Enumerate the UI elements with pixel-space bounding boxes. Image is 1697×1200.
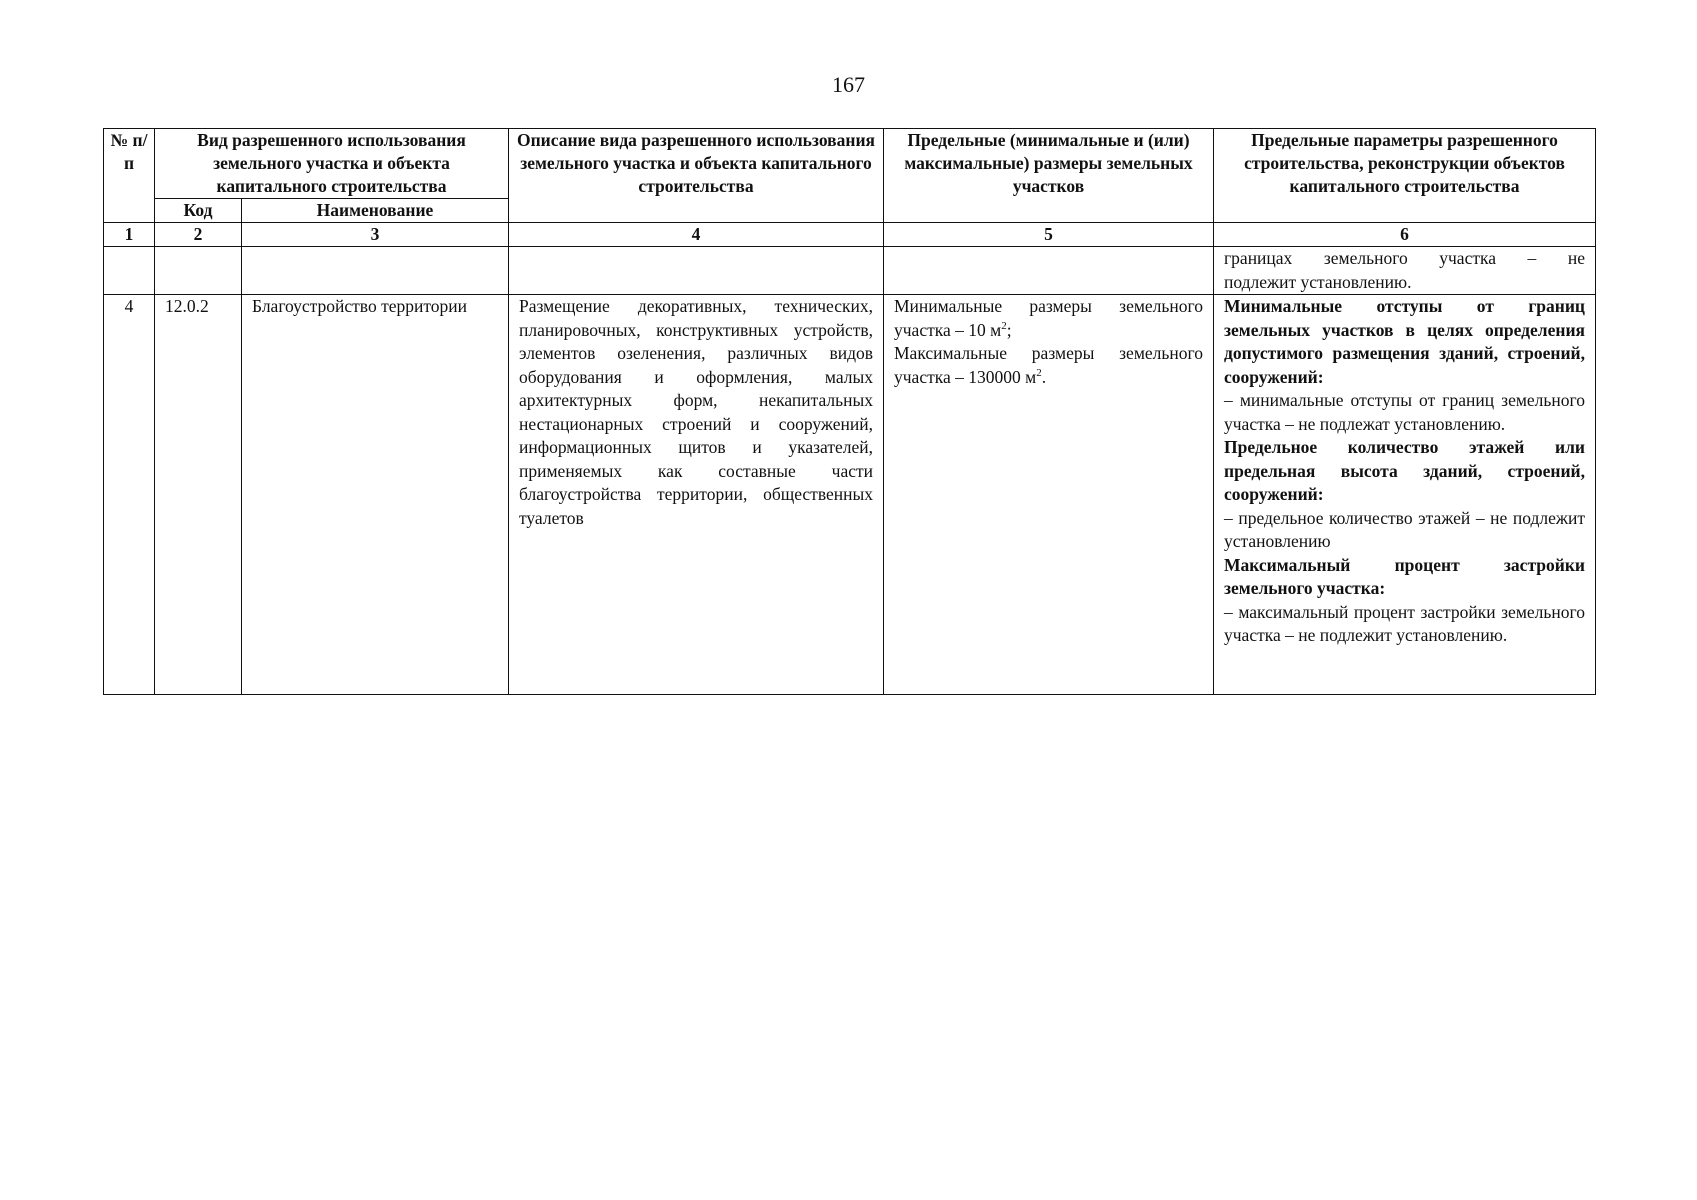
column-index: 5: [884, 223, 1214, 247]
cell-params-continuation: [1214, 247, 1596, 295]
page-number: 167: [832, 72, 865, 97]
column-index: 2: [155, 223, 242, 247]
continuation-row: [104, 247, 1596, 295]
column-index: 6: [1214, 223, 1596, 247]
max-size-text: Максимальные размеры земельного участка – 130000 м: [894, 343, 1203, 387]
cell-plot-sizes: [884, 295, 1214, 695]
min-size-text: Минимальные размеры земельного участка – 10 м: [894, 296, 1203, 340]
cell-empty: [155, 247, 242, 295]
column-index-row: [104, 223, 1596, 247]
coverage-value: – максимальный процент застройки земельного участка – не подлежит установлению.: [1224, 601, 1585, 645]
cell-construction-params: [1214, 295, 1596, 695]
params-continuation-line: подлежит установлению.: [1224, 271, 1412, 292]
header-name: Наименование: [242, 199, 509, 223]
permitted-use-table: [103, 128, 1596, 695]
cell-empty: [104, 247, 155, 295]
cell-empty: [509, 247, 884, 295]
min-size-sup: 2: [1001, 319, 1007, 332]
min-size-end: ;: [1006, 319, 1012, 340]
max-size-sup: 2: [1036, 366, 1042, 379]
floors-value: – предельное количество этажей – не подлежит установлению: [1224, 507, 1585, 551]
setbacks-value: – минимальные отступы от границ земельного участка – не подлежат установлению.: [1224, 390, 1585, 434]
header-construction-params: Предельные параметры разрешенного строительства, реконструкции объектов капитального строительства: [1214, 129, 1596, 223]
header-plot-sizes: Предельные (минимальные и (или) максимальные) размеры земельных участков: [884, 129, 1214, 223]
cell-row-num: 4: [104, 295, 155, 695]
column-index: 1: [104, 223, 155, 247]
params-continuation-line: границах земельного участка – не: [1224, 248, 1585, 268]
table-row: [104, 295, 1596, 695]
cell-use-name: Благоустройство территории: [242, 295, 509, 695]
column-index: 4: [509, 223, 884, 247]
max-size-end: .: [1041, 366, 1047, 387]
header-permitted-use: Вид разрешенного использования земельного участка и объекта капитального строительства: [155, 129, 509, 199]
column-index: 3: [242, 223, 509, 247]
header-row: [104, 129, 1596, 199]
cell-code: 12.0.2: [155, 295, 242, 695]
header-code: Код: [155, 199, 242, 223]
setbacks-heading: Минимальные отступы от границ земельных участков в целях определения допустимого размещения зданий, строений, сооружений:: [1224, 296, 1585, 387]
floors-heading: Предельное количество этажей или предельная высота зданий, строений, сооружений:: [1224, 437, 1585, 504]
cell-description: Размещение декоративных, технических, планировочных, конструктивных устройств, элементов озеленения, различных видов оборудования и оформления, малых архитектурных форм, некапитальных нестационарных строений и сооружений, информационных щитов и указателей, применяемых как составные части благоустройства территории, общественных туалетов: [509, 295, 884, 695]
header-num: № п/п: [104, 129, 155, 223]
coverage-heading: Максимальный процент застройки земельного участка:: [1224, 554, 1585, 598]
cell-empty: [242, 247, 509, 295]
header-description: Описание вида разрешенного использования земельного участка и объекта капитального строительства: [509, 129, 884, 223]
cell-empty: [884, 247, 1214, 295]
